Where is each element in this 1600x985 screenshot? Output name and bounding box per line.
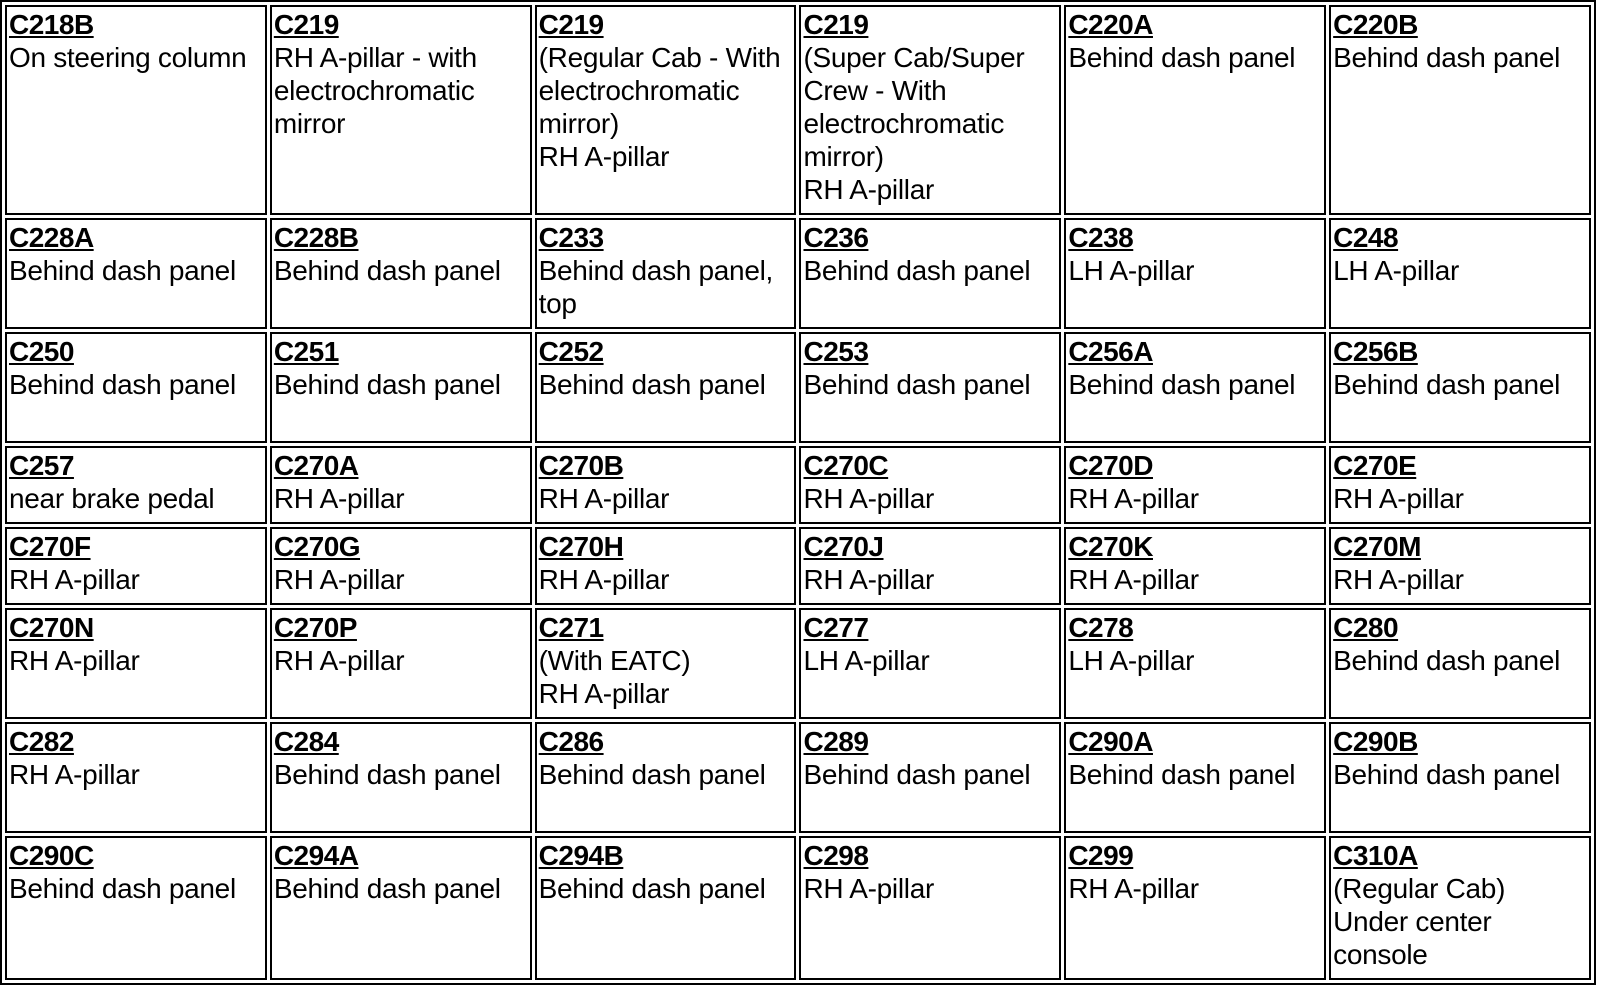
- table-cell: [535, 5, 797, 215]
- connector-location: Behind dash panel: [9, 255, 236, 286]
- connector-location: (Regular Cab - With electrochromatic mirror) RH A-pillar: [538, 42, 781, 172]
- connector-id: C286: [538, 726, 604, 757]
- table-cell: [270, 527, 532, 605]
- connector-id: C250: [9, 336, 74, 367]
- table-cell: [535, 218, 797, 329]
- connector-location: RH A-pillar: [538, 564, 670, 595]
- connector-id: C228B: [273, 222, 359, 253]
- connector-id: C220A: [1068, 9, 1153, 40]
- connector-id: C271: [538, 612, 604, 643]
- connector-location: RH A-pillar: [803, 483, 934, 514]
- table-cell: [5, 218, 267, 329]
- connector-id: C233: [538, 222, 604, 253]
- table-cell: [1329, 608, 1591, 719]
- connector-id: C270K: [1068, 531, 1153, 562]
- connector-id: C270D: [1068, 450, 1153, 481]
- connector-id: C280: [1333, 612, 1399, 643]
- table-cell: [1329, 5, 1591, 215]
- table-cell: [535, 527, 797, 605]
- connector-location: Behind dash panel: [1333, 759, 1561, 790]
- connector-id: C248: [1333, 222, 1399, 253]
- table-cell: [5, 722, 267, 833]
- connector-location: RH A-pillar - with electrochromatic mirror: [273, 42, 477, 139]
- table-cell: [799, 332, 1061, 443]
- connector-location: (With EATC) RH A-pillar: [538, 645, 691, 709]
- connector-location: RH A-pillar: [273, 645, 405, 676]
- table-cell: [535, 332, 797, 443]
- connector-id: C228A: [9, 222, 94, 253]
- connector-location: Behind dash panel: [273, 255, 501, 286]
- table-cell: [5, 5, 267, 215]
- connector-id: C294A: [273, 840, 359, 871]
- table-cell: [270, 218, 532, 329]
- connector-location: Behind dash panel: [1068, 759, 1296, 790]
- connector-location: Behind dash panel: [538, 873, 766, 904]
- connector-location: Behind dash panel: [538, 759, 766, 790]
- connector-id: C282: [9, 726, 74, 757]
- table-cell: [270, 836, 532, 980]
- connector-location: Behind dash panel: [803, 759, 1031, 790]
- connector-location: RH A-pillar: [1333, 483, 1464, 514]
- table-row: [5, 332, 1591, 443]
- table-row: [5, 218, 1591, 329]
- connector-id: C290C: [9, 840, 94, 871]
- table-cell: [270, 332, 532, 443]
- connector-id: C310A: [1333, 840, 1418, 871]
- connector-location: Behind dash panel: [9, 873, 236, 904]
- connector-location: Behind dash panel: [1333, 645, 1561, 676]
- connector-id: C270J: [803, 531, 884, 562]
- connector-id: C290A: [1068, 726, 1153, 757]
- connector-location: Behind dash panel: [273, 759, 501, 790]
- connector-id: C218B: [9, 9, 94, 40]
- connector-id: C257: [9, 450, 74, 481]
- table-cell: [1064, 836, 1326, 980]
- table-cell: [1064, 527, 1326, 605]
- connector-location: On steering column: [9, 42, 247, 73]
- table-cell: [799, 836, 1061, 980]
- connector-location: LH A-pillar: [1333, 255, 1459, 286]
- connector-id: C256A: [1068, 336, 1153, 367]
- connector-id: C219: [538, 9, 604, 40]
- connector-id: C270B: [538, 450, 624, 481]
- connector-location: RH A-pillar: [1333, 564, 1464, 595]
- table-cell: [1329, 836, 1591, 980]
- connector-id: C278: [1068, 612, 1134, 643]
- connector-id: C253: [803, 336, 869, 367]
- table-cell: [1329, 218, 1591, 329]
- connector-id: C236: [803, 222, 869, 253]
- table-cell: [1064, 446, 1326, 524]
- table-cell: [799, 722, 1061, 833]
- connector-id: C238: [1068, 222, 1134, 253]
- connector-location: RH A-pillar: [273, 564, 405, 595]
- connector-id: C294B: [538, 840, 624, 871]
- table-cell: [270, 5, 532, 215]
- connector-location: (Regular Cab) Under center console: [1333, 873, 1506, 970]
- connector-id: C298: [803, 840, 869, 871]
- connector-location: LH A-pillar: [1068, 255, 1195, 286]
- connector-id: C270C: [803, 450, 889, 481]
- table-cell: [5, 608, 267, 719]
- table-cell: [270, 446, 532, 524]
- table-cell: [1329, 527, 1591, 605]
- connector-id: C251: [273, 336, 339, 367]
- connector-id: C270A: [273, 450, 359, 481]
- connector-location: Behind dash panel: [1333, 42, 1561, 73]
- connector-location: RH A-pillar: [9, 759, 140, 790]
- connector-id: C270F: [9, 531, 91, 562]
- connector-id: C289: [803, 726, 869, 757]
- table-row: [5, 722, 1591, 833]
- connector-id: C270E: [1333, 450, 1417, 481]
- table-row: [5, 527, 1591, 605]
- table-cell: [799, 446, 1061, 524]
- connector-id: C219: [273, 9, 339, 40]
- connector-location: RH A-pillar: [803, 564, 934, 595]
- connector-location: Behind dash panel: [803, 369, 1031, 400]
- table-cell: [270, 608, 532, 719]
- table-cell: [1064, 722, 1326, 833]
- table-cell: [1064, 218, 1326, 329]
- connector-location: Behind dash panel: [1068, 369, 1296, 400]
- connector-location: Behind dash panel: [538, 369, 766, 400]
- connector-location: LH A-pillar: [803, 645, 930, 676]
- connector-location: RH A-pillar: [803, 873, 934, 904]
- connector-id: C290B: [1333, 726, 1418, 757]
- connector-id: C277: [803, 612, 869, 643]
- connector-id: C270H: [538, 531, 624, 562]
- connector-location: Behind dash panel: [9, 369, 236, 400]
- table-cell: [5, 446, 267, 524]
- table-row: [5, 5, 1591, 215]
- connector-id: C252: [538, 336, 604, 367]
- table-cell: [799, 608, 1061, 719]
- table-cell: [535, 446, 797, 524]
- connector-id: C299: [1068, 840, 1134, 871]
- table-cell: [535, 836, 797, 980]
- connector-location: LH A-pillar: [1068, 645, 1195, 676]
- connector-id: C270M: [1333, 531, 1421, 562]
- connector-location: Behind dash panel, top: [538, 255, 774, 319]
- table-cell: [270, 722, 532, 833]
- connector-location: RH A-pillar: [273, 483, 405, 514]
- connector-location: RH A-pillar: [1068, 564, 1199, 595]
- connector-id: C270G: [273, 531, 361, 562]
- table-cell: [799, 5, 1061, 215]
- table-row: [5, 446, 1591, 524]
- table-cell: [799, 218, 1061, 329]
- connector-id: C270N: [9, 612, 94, 643]
- connector-id: C256B: [1333, 336, 1418, 367]
- connector-id: C270P: [273, 612, 357, 643]
- connector-location: Behind dash panel: [273, 873, 501, 904]
- table-cell: [5, 836, 267, 980]
- table-row: [5, 608, 1591, 719]
- table-cell: [535, 608, 797, 719]
- connector-id: C220B: [1333, 9, 1418, 40]
- table-cell: [1064, 608, 1326, 719]
- table-cell: [1064, 332, 1326, 443]
- connector-location: RH A-pillar: [1068, 873, 1199, 904]
- table-cell: [799, 527, 1061, 605]
- connector-location: Behind dash panel: [1068, 42, 1296, 73]
- table-cell: [5, 527, 267, 605]
- table-row: [5, 836, 1591, 980]
- table-cell: [1329, 446, 1591, 524]
- connector-location: RH A-pillar: [9, 564, 140, 595]
- table-cell: [535, 722, 797, 833]
- connector-location: RH A-pillar: [1068, 483, 1199, 514]
- connector-location: RH A-pillar: [538, 483, 670, 514]
- connector-location: near brake pedal: [9, 483, 215, 514]
- connector-id: C284: [273, 726, 339, 757]
- connector-location: RH A-pillar: [9, 645, 140, 676]
- connector-location: Behind dash panel: [1333, 369, 1561, 400]
- table-cell: [1329, 332, 1591, 443]
- connector-id: C219: [803, 9, 869, 40]
- table-cell: [1064, 5, 1326, 215]
- connector-location: Behind dash panel: [273, 369, 501, 400]
- table-cell: [5, 332, 267, 443]
- connector-location: Behind dash panel: [803, 255, 1031, 286]
- connector-location: (Super Cab/Super Crew - With electrochromatic mirror) RH A-pillar: [803, 42, 1025, 205]
- table-cell: [1329, 722, 1591, 833]
